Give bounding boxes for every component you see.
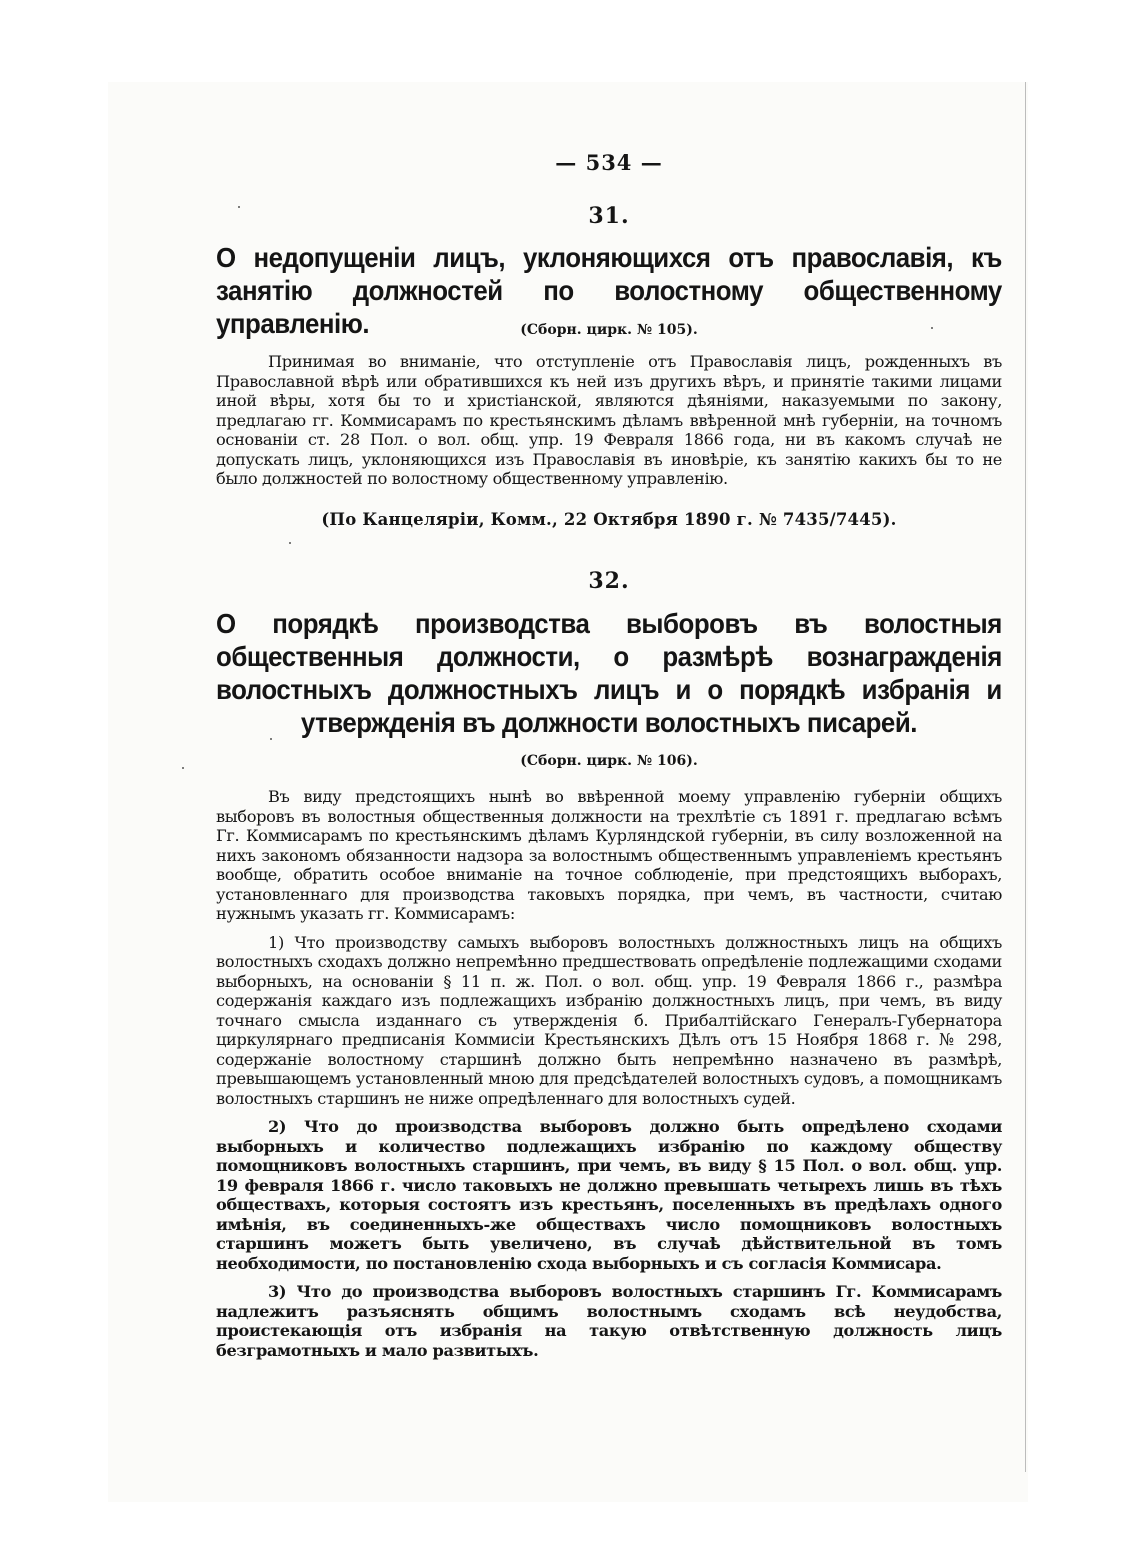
section-32-title: О порядкѣ производства выборовъ въ волостныя общественныя должности, о размѣрѣ вознагражденія волостныхъ должностныхъ лицъ и о порядкѣ избранія и утвержденія въ должности волостныхъ писарей. — [216, 608, 1002, 738]
section-32-point-1: 1) Что производству самыхъ выборовъ волостныхъ должностныхъ лицъ на общихъ волостныхъ сходахъ должно непремѣнно предшествовать опредѣленіе подлежащими сходами выборныхъ, на основаніи § 11 п. ж. Пол. о вол. общ. упр. 19 Февраля 1866 г., размѣра содержанія каждаго изъ подлежащихъ избранію должностныхъ лицъ, при чемъ, въ виду точнаго смысла изданнаго съ утвержденія б. Прибалтійскаго Генералъ-Губернатора циркулярнаго предписанія Коммисіи Крестьянскихъ Дѣлъ отъ 15 Ноября 1868 г. № 298, содержаніе волостному старшинѣ должно быть непремѣнно назначено въ размѣрѣ, превышающемъ установленный мною для предсѣдателей волостныхъ судовъ, а помощникамъ волостныхъ старшинъ не ниже опредѣленнаго для волостныхъ судей. — [216, 932, 1002, 1108]
page-edge-line — [1025, 82, 1026, 1472]
section-31-reference: (Сборн. цирк. № 105). — [520, 322, 698, 338]
section-31-signature: (По Канцеляріи, Комм., 22 Октября 1890 г. № 7435/7445). — [321, 510, 897, 529]
section-32-body — [216, 787, 1002, 1360]
section-31-body — [216, 352, 1002, 489]
section-32-reference: (Сборн. цирк. № 106). — [520, 753, 698, 769]
section-31-number: 31. — [588, 203, 630, 229]
scan-speck — [182, 767, 184, 769]
scan-speck — [289, 542, 291, 544]
section-31-title: О недопущеніи лицъ, уклоняющихся отъ православія, къ занятію должностей по волостному общественному управленію. — [216, 242, 1002, 339]
page-number: — 534 — — [555, 150, 663, 175]
section-32-point-3: 3) Что до производства выборовъ волостныхъ старшинъ Гг. Коммисарамъ надлежитъ разъяснять общимъ волостнымъ сходамъ всѣ неудобства, проистекающія отъ избранія на такую отвѣтственную должность лицъ безграмотныхъ и мало развитыхъ. — [216, 1282, 1002, 1360]
section-32-number: 32. — [588, 568, 630, 594]
section-32-intro-paragraph: Въ виду предстоящихъ нынѣ во ввѣренной моему управленію губерніи общихъ выборовъ въ волостныя общественныя должности на трехлѣтіе съ 1891 г. предлагаю всѣмъ Гг. Коммисарамъ по крестьянскимъ дѣламъ Курляндской губерніи, въ силу возложенной на нихъ закономъ обязанности надзора за волостнымъ общественнымъ управленіемъ крестьянъ вообще, обратить особое вниманіе на точное соблюденіе, при предстоящихъ выборахъ, установленнаго для производства таковыхъ порядка, при чемъ, въ частности, считаю нужнымъ указать гг. Коммисарамъ: — [216, 787, 1002, 923]
section-31-paragraph: Принимая во вниманіе, что отступленіе отъ Православія лицъ, рожденныхъ въ Православной вѣрѣ или обратившихся къ ней изъ другихъ вѣръ, и принятіе такими лицами иной вѣры, хотя бы то и христіанской, являются дѣяніями, наказуемыми по закону, предлагаю гг. Коммисарамъ по крестьянскимъ дѣламъ ввѣренной мнѣ губерніи, на точномъ основаніи ст. 28 Пол. о вол. общ. упр. 19 Февраля 1866 года, ни въ какомъ случаѣ не допускать лицъ, уклоняющихся изъ Православія въ иновѣріе, къ занятію какихъ бы то не было должностей по волостному общественному управленію. — [216, 352, 1002, 488]
section-32-point-2: 2) Что до производства выборовъ должно быть опредѣлено сходами выборныхъ и количество подлежащихъ избранію по каждому обществу помощниковъ волостныхъ старшинъ, при чемъ, въ виду § 15 Пол. о вол. общ. упр. 19 февраля 1866 г. число таковыхъ не должно превышать четырехъ лишь въ тѣхъ обществахъ, которыя состоятъ изъ крестьянъ, поселенныхъ въ предѣлахъ одного имѣнія, въ соединенныхъ-же обществахъ число помощниковъ волостныхъ старшинъ можетъ быть увеличено, въ случаѣ дѣйствительной въ томъ необходимости, по постановленію схода выборныхъ и съ согласія Коммисара. — [216, 1117, 1002, 1273]
